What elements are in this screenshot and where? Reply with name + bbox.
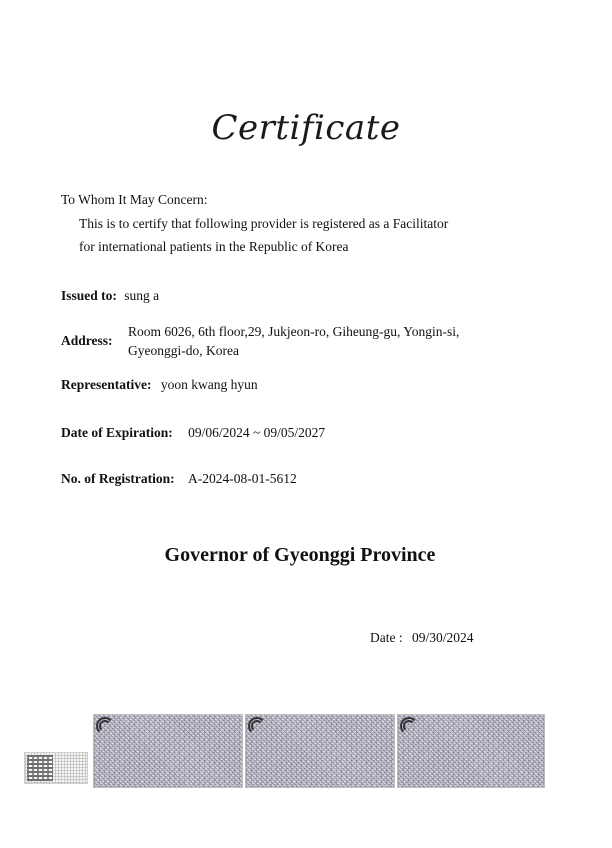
security-pattern-1 [93,714,243,788]
representative-row [61,377,258,393]
issued-to-row [61,288,159,304]
wave-mark-icon [99,720,111,732]
issue-date-value: 09/30/2024 [412,630,474,645]
certification-statement-line-1: This is to certify that following provider is registered as a Facilitator [79,216,449,231]
expiration-value: 09/06/2024 ~ 09/05/2027 [188,425,326,440]
address-label: Address: [61,333,113,348]
address-value-line-1: Room 6026, 6th floor,29, Jukjeon-ro, Giheung-gu, Yongin-si, [128,324,460,339]
issue-date-label: Date : [370,630,403,645]
certificate-title: Certificate [211,108,401,148]
issue-date-row [370,630,474,646]
wave-mark-icon [403,720,415,732]
representative-value: yoon kwang hyun [160,377,258,392]
address-value-line-2: Gyeonggi-do, Korea [128,343,239,358]
certification-statement-line-2: for international patients in the Republic of Korea [79,239,349,254]
salutation: To Whom It May Concern: [61,192,208,207]
verification-qr-code [24,752,88,784]
issuer-title: Governor of Gyeonggi Province [164,544,436,566]
registration-value: A-2024-08-01-5612 [187,471,297,486]
expiration-label: Date of Expiration: [61,425,173,440]
representative-label: Representative: [61,377,152,392]
issued-to-value: sung a [124,288,160,303]
issued-to-label: Issued to: [61,288,117,303]
security-pattern-2 [245,714,395,788]
qr-code-icon [27,755,53,781]
wave-mark-icon [251,720,263,732]
registration-label: No. of Registration: [61,471,175,486]
security-pattern-3 [397,714,545,788]
expiration-row [61,425,325,441]
registration-row [61,471,297,487]
